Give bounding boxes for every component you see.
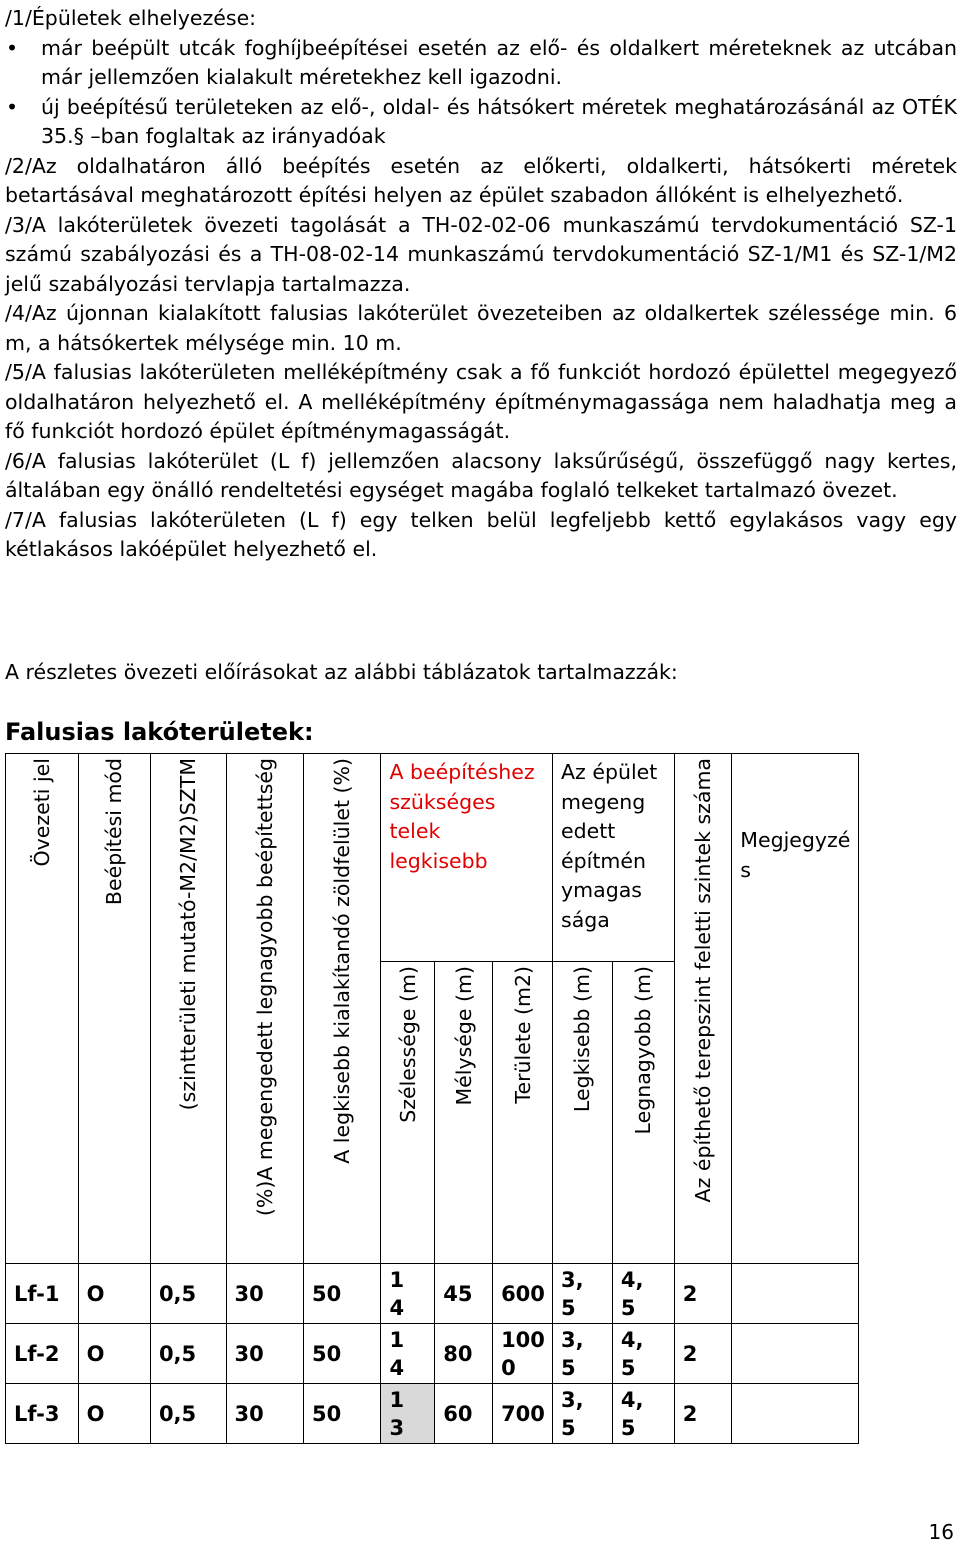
zoning-table bbox=[5, 753, 960, 1444]
header-note: Megjegyzé s bbox=[732, 754, 859, 1264]
paragraph-2: /2/Az oldalhatáron álló beépítés esetén az előkerti, oldalkerti, hátsókerti méretek betartásával meghatározott építési helyen az épület szabadon állóként is elhelyezhető. bbox=[5, 153, 957, 207]
paragraph-6: /6/A falusias lakóterület (L f) jellemzően alacsony laksűrűségű, összefüggő nagy kertes, általában egy önálló rendeltetési egységet magába foglaló telkeket tartalmazó övezet. bbox=[5, 448, 957, 502]
section-heading: /1/Épületek elhelyezése: bbox=[5, 6, 257, 30]
table-row bbox=[6, 1324, 960, 1384]
paragraph-4: /4/Az újonnan kialakított falusias lakóterület övezeteiben az oldalkertek szélessége min. 6 m, a hátsókertek mélysége min. 10 m. bbox=[5, 301, 957, 355]
section-title: Falusias lakóterületek: bbox=[5, 718, 314, 746]
cell-area: 100 0 bbox=[493, 1324, 553, 1384]
header-density: (szintterületi mutató-M2/M2)SZTM bbox=[150, 754, 226, 1264]
cell-floors: 2 bbox=[674, 1384, 732, 1444]
bullet-icon: • bbox=[6, 94, 19, 119]
cell-green: 50 bbox=[304, 1384, 381, 1444]
cell-density: 0,5 bbox=[150, 1264, 226, 1324]
bullet-list bbox=[5, 34, 957, 152]
header-floors: Az építhető terepszint feletti szintek száma bbox=[674, 754, 732, 1264]
paragraph-7: /7/A falusias lakóterületen (L f) egy telken belül legfeljebb kettő egylakásos vagy egy kétlakásos lakóépület helyezhető el. bbox=[5, 507, 957, 561]
page-number: 16 bbox=[928, 1520, 954, 1544]
cell-coverage: 30 bbox=[226, 1324, 303, 1384]
cell-height-max: 4, 5 bbox=[612, 1324, 674, 1384]
header-build-mode: Beépítési mód bbox=[78, 754, 150, 1264]
header-plot-group: A beépítéshez szükséges telek legkisebb bbox=[381, 754, 553, 962]
header-plot-width: Szélessége (m) bbox=[381, 962, 435, 1264]
paragraph-3: /3/A lakóterületek övezeti tagolását a TH-02-02-06 munkaszámú tervdokumentáció SZ-1 számú szabályozási és a TH-08-02-14 munkaszámú tervdokumentáció SZ-1/M1 és SZ-1/M2 jelű szabályozási tervlapja tartalmazza. bbox=[5, 212, 957, 296]
cell-note bbox=[732, 1384, 859, 1444]
table-row bbox=[6, 1264, 960, 1324]
cell-code: Lf-2 bbox=[6, 1324, 79, 1384]
header-height-max: Legnagyobb (m) bbox=[612, 962, 674, 1264]
cell-area: 600 bbox=[493, 1264, 553, 1324]
cell-floors: 2 bbox=[674, 1264, 732, 1324]
cell-height-min: 3, 5 bbox=[553, 1384, 613, 1444]
cell-height-max: 4, 5 bbox=[612, 1264, 674, 1324]
cell-area: 700 bbox=[493, 1384, 553, 1444]
cell-green: 50 bbox=[304, 1324, 381, 1384]
header-coverage: (%)A megengedett legnagyobb beépítettség bbox=[226, 754, 303, 1264]
header-height-group: Az épület megeng edett építmén ymagas sága bbox=[553, 754, 675, 962]
cell-floors: 2 bbox=[674, 1324, 732, 1384]
cell-depth: 60 bbox=[435, 1384, 493, 1444]
cell-code: Lf-3 bbox=[6, 1384, 79, 1444]
cell-height-min: 3, 5 bbox=[553, 1264, 613, 1324]
header-zone-code: Övezeti jel bbox=[6, 754, 79, 1264]
cell-mode: O bbox=[78, 1384, 150, 1444]
cell-height-min: 3, 5 bbox=[553, 1324, 613, 1384]
table-row bbox=[6, 1384, 960, 1444]
cell-density: 0,5 bbox=[150, 1324, 226, 1384]
bullet-icon: • bbox=[6, 35, 19, 60]
cell-note bbox=[732, 1324, 859, 1384]
header-green: A legkisebb kialakítandó zöldfelület (%) bbox=[304, 754, 381, 1264]
cell-green: 50 bbox=[304, 1264, 381, 1324]
cell-code: Lf-1 bbox=[6, 1264, 79, 1324]
table-intro: A részletes övezeti előírásokat az alábbi táblázatok tartalmazzák: bbox=[5, 660, 678, 684]
cell-mode: O bbox=[78, 1264, 150, 1324]
cell-width: 1 4 bbox=[381, 1264, 435, 1324]
cell-density: 0,5 bbox=[150, 1384, 226, 1444]
cell-coverage: 30 bbox=[226, 1264, 303, 1324]
cell-depth: 45 bbox=[435, 1264, 493, 1324]
paragraph-5: /5/A falusias lakóterületen melléképítmény csak a fő funkciót hordozó épülettel megegyező oldalhatáron helyezhető el. A melléképítmény építménymagassága nem haladhatja meg a fő funkciót hordozó épület építménymagasságát. bbox=[5, 360, 957, 443]
bullet-item: • már beépült utcák foghíjbeépítései esetén az elő- és oldalkert méreteknek az utcában már jellemzően kialakult méretekhez kell igazodni. bbox=[6, 35, 957, 89]
cell-note bbox=[732, 1264, 859, 1324]
regulation-text bbox=[5, 4, 957, 565]
cell-coverage: 30 bbox=[226, 1384, 303, 1444]
cell-width: 1 4 bbox=[381, 1324, 435, 1384]
cell-mode: O bbox=[78, 1324, 150, 1384]
header-height-min: Legkisebb (m) bbox=[553, 962, 613, 1264]
header-plot-depth: Mélysége (m) bbox=[435, 962, 493, 1264]
header-plot-area: Területe (m2) bbox=[493, 962, 553, 1264]
cell-depth: 80 bbox=[435, 1324, 493, 1384]
bullet-item: • új beépítésű területeken az elő-, oldal- és hátsókert méretek meghatározásánál az OTÉK 35.§ –ban foglaltak az irányadóak bbox=[6, 94, 957, 148]
cell-height-max: 4, 5 bbox=[612, 1384, 674, 1444]
cell-width: 1 3 bbox=[381, 1384, 435, 1444]
